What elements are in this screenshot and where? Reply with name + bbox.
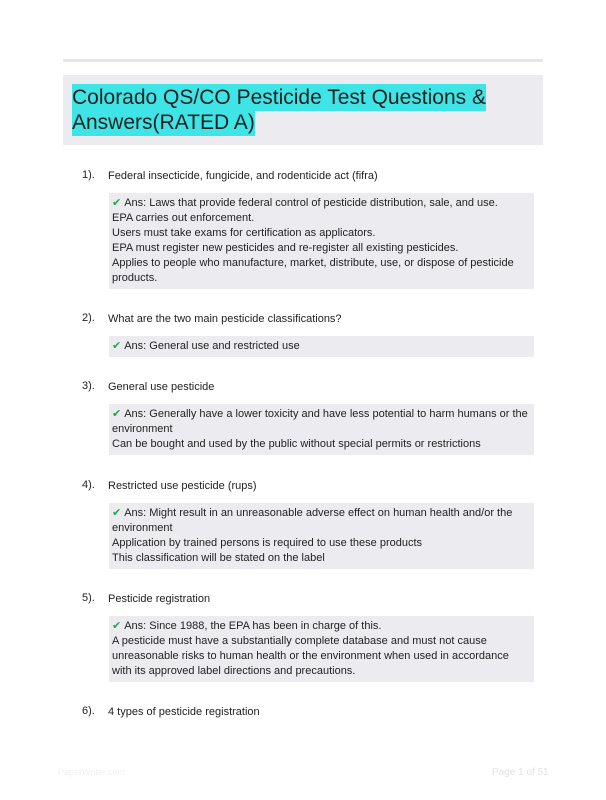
answer-line: ✔ Ans: Generally have a lower toxicity and have less potential to harm humans or the environment (112, 408, 528, 435)
question-text: Restricted use pesticide (rups) (108, 480, 257, 492)
check-mark-icon: ✔ (112, 408, 122, 420)
answer-line: ✔ Ans: General use and restricted use (112, 340, 300, 352)
question-text: 4 types of pesticide registration (108, 706, 260, 718)
question-number: 3). (82, 380, 95, 392)
answer-line: A pesticide must have a substantially complete database and must not cause unreasonable risks to human health or the environment when used in accordance with its approved label directions and precautions. (112, 635, 509, 677)
answer-box (109, 336, 534, 357)
answer-line: This classification will be stated on the label (112, 552, 325, 564)
answer-line: ✔ Ans: Laws that provide federal control of pesticide distribution, sale, and use. (112, 197, 498, 209)
question-text: What are the two main pesticide classifications? (108, 313, 342, 325)
answer-box (109, 193, 534, 289)
answer-box (109, 616, 534, 682)
check-mark-icon: ✔ (112, 197, 122, 209)
watermark-text: PaperWriter.com (58, 767, 125, 777)
page-indicator: Page 1 of 51 (492, 767, 549, 778)
answer-line: Application by trained persons is required to use these products (112, 537, 423, 549)
answer-line: EPA carries out enforcement. (112, 212, 255, 224)
question-text: General use pesticide (108, 381, 215, 393)
answer-line: Users must take exams for certification as applicators. (112, 227, 376, 239)
question-text: Federal insecticide, fungicide, and rodenticide act (fifra) (108, 170, 378, 182)
question-number: 4). (82, 479, 95, 491)
top-divider (63, 59, 543, 62)
answer-line: Can be bought and used by the public without special permits or restrictions (112, 438, 481, 450)
page-title: Colorado QS/CO Pesticide Test Questions & Answers(RATED A) (72, 86, 486, 134)
check-mark-icon: ✔ (112, 620, 122, 632)
question-number: 5). (82, 592, 95, 604)
answer-box (109, 404, 534, 455)
check-mark-icon: ✔ (112, 507, 122, 519)
answer-line: ✔ Ans: Might result in an unreasonable adverse effect on human health and/or the environment (112, 507, 513, 534)
question-number: 6). (82, 705, 95, 717)
question-number: 2). (82, 312, 95, 324)
question-number: 1). (82, 169, 95, 181)
question-text: Pesticide registration (108, 593, 211, 605)
title-box (63, 75, 543, 145)
answer-box (109, 503, 534, 569)
answer-line: EPA must register new pesticides and re-register all existing pesticides. (112, 242, 459, 254)
check-mark-icon: ✔ (112, 340, 122, 352)
answer-line: Applies to people who manufacture, market, distribute, use, or dispose of pesticide products. (112, 257, 514, 284)
answer-line: ✔ Ans: Since 1988, the EPA has been in charge of this. (112, 620, 382, 632)
